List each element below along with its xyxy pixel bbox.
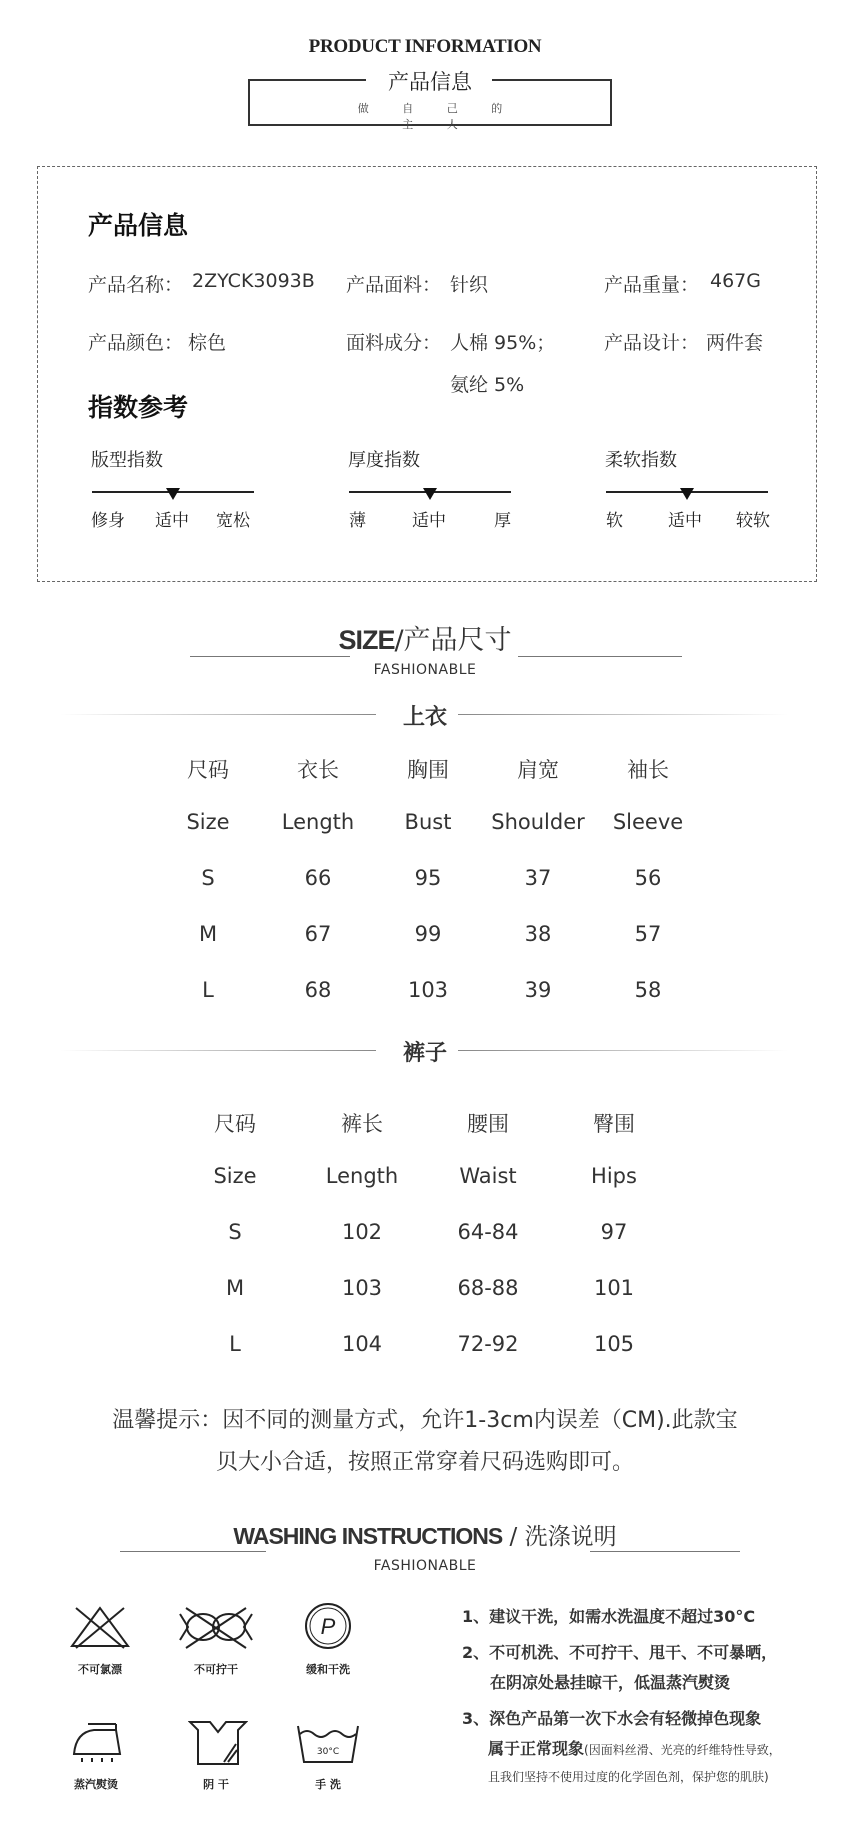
table-cell: 66 bbox=[304, 866, 332, 890]
table-cell: L bbox=[202, 978, 214, 1002]
thickness-index-label-low: 薄 bbox=[349, 511, 366, 531]
table-cell: 68-88 bbox=[457, 1276, 519, 1300]
size-tip-line2: 贝大小合适，按照正常穿着尺码选购即可。 bbox=[215, 1450, 634, 1475]
fit-index-label-mid: 适中 bbox=[155, 511, 189, 531]
pants-header-en: Waist bbox=[459, 1164, 517, 1188]
fit-index-title: 版型指数 bbox=[91, 450, 163, 471]
product-fabric-value: 针织 bbox=[450, 274, 489, 296]
table-cell: 64-84 bbox=[457, 1220, 519, 1244]
product-weight-label: 产品重量： bbox=[604, 274, 700, 296]
pants-header-en: Length bbox=[325, 1164, 399, 1188]
fit-index-label-low: 修身 bbox=[91, 511, 125, 531]
washing-instruction-1: 1、建议干洗，如需水洗温度不超过30°C bbox=[462, 1607, 756, 1626]
pants-header-en: Hips bbox=[591, 1164, 637, 1188]
steam-iron-label: 蒸汽熨烫 bbox=[74, 1778, 118, 1791]
top-header-en: Shoulder bbox=[491, 810, 585, 834]
top-header-cn: 尺码 bbox=[187, 758, 229, 782]
table-cell: 39 bbox=[524, 978, 552, 1002]
no-bleach-label: 不可氯漂 bbox=[78, 1663, 122, 1676]
top-header-en: Bust bbox=[404, 810, 452, 834]
top-header-cn: 衣长 bbox=[297, 758, 339, 782]
table-cell: 104 bbox=[341, 1332, 383, 1356]
product-color-value: 棕色 bbox=[188, 332, 227, 354]
table-cell: 95 bbox=[414, 866, 442, 890]
hand-wash-temp-glyph: 30°C bbox=[316, 1747, 340, 1757]
product-name-label: 产品名称： bbox=[88, 274, 184, 296]
washing-divider-left bbox=[120, 1551, 266, 1552]
header-divider-left bbox=[248, 79, 366, 81]
no-wring-label: 不可拧干 bbox=[194, 1663, 238, 1676]
thickness-index-title: 厚度指数 bbox=[348, 450, 420, 471]
table-cell: 58 bbox=[634, 978, 662, 1002]
washing-instruction-2: 2、不可机洗、不可拧干、甩干、不可暴晒， bbox=[462, 1643, 778, 1662]
product-fabric-label: 产品面料： bbox=[346, 274, 442, 296]
softness-index-label-mid: 适中 bbox=[668, 511, 702, 531]
top-header-en: Length bbox=[281, 810, 355, 834]
washing-instruction-2-cont: 在阴凉处悬挂晾干，低温蒸汽熨烫 bbox=[490, 1673, 731, 1692]
table-cell: 72-92 bbox=[457, 1332, 519, 1356]
size-tip-line1: 温馨提示：因不同的测量方式，允许1-3cm内误差（CM).此款宝 bbox=[112, 1408, 738, 1433]
table-cell: 97 bbox=[600, 1220, 628, 1244]
dry-clean-p-glyph: P bbox=[320, 1614, 336, 1639]
table-cell: 102 bbox=[341, 1220, 383, 1244]
pants-header-cn: 裤长 bbox=[341, 1112, 383, 1136]
product-info-heading: 产品信息 bbox=[88, 211, 189, 240]
header-slogan: 做 自 己 的 主 人 bbox=[357, 102, 518, 131]
size-section-subtitle: FASHIONABLE bbox=[373, 662, 477, 678]
washing-instruction-3-note: 且我们坚持不使用过度的化学固色剂，保护您的肌肤) bbox=[488, 1770, 769, 1784]
thickness-index-label-high: 厚 bbox=[494, 511, 511, 531]
table-cell: 57 bbox=[634, 922, 662, 946]
table-cell: 103 bbox=[407, 978, 449, 1002]
softness-index-title: 柔软指数 bbox=[605, 450, 677, 471]
softness-index-marker bbox=[680, 488, 694, 500]
table-cell: 105 bbox=[593, 1332, 635, 1356]
shade-dry-label: 阴 干 bbox=[203, 1778, 229, 1791]
top-header-en: Size bbox=[186, 810, 230, 834]
composition-value-line2: 氨纶 5% bbox=[450, 374, 525, 396]
fit-index-label-high: 宽松 bbox=[216, 511, 250, 531]
table-cell: 103 bbox=[341, 1276, 383, 1300]
size-title-divider-left bbox=[190, 656, 350, 657]
top-header-cn: 肩宽 bbox=[517, 758, 559, 782]
table-cell: S bbox=[228, 1220, 242, 1244]
table-cell: M bbox=[198, 922, 218, 946]
product-design-label: 产品设计： bbox=[604, 332, 700, 354]
thickness-index-marker bbox=[423, 488, 437, 500]
table-cell: 38 bbox=[524, 922, 552, 946]
size-title-divider-right bbox=[518, 656, 682, 657]
product-color-label: 产品颜色： bbox=[88, 332, 184, 354]
top-header-en: Sleeve bbox=[612, 810, 684, 834]
washing-instruction-3-cont: 属于正常现象(因面料丝滑、光亮的纤维特性导致， bbox=[488, 1739, 781, 1758]
table-cell: 99 bbox=[414, 922, 442, 946]
table-cell: S bbox=[201, 866, 215, 890]
softness-index-label-low: 软 bbox=[606, 511, 623, 531]
washing-section-title: WASHING INSTRUCTIONS / 洗涤说明 bbox=[233, 1523, 617, 1550]
softness-index-label-high: 较软 bbox=[736, 511, 770, 531]
header-title-en: PRODUCT INFORMATION bbox=[308, 36, 542, 57]
washing-instruction-3: 3、深色产品第一次下水会有轻微掉色现象 bbox=[462, 1709, 762, 1728]
size-section-title: SIZE/产品尺寸 bbox=[338, 625, 512, 656]
top-table-title: 上衣 bbox=[402, 705, 447, 730]
header-title-cn: 产品信息 bbox=[388, 70, 472, 94]
no-wring-icon bbox=[176, 1604, 256, 1650]
steam-iron-icon bbox=[68, 1720, 124, 1764]
pants-header-en: Size bbox=[213, 1164, 257, 1188]
pants-header-cn: 腰围 bbox=[467, 1112, 509, 1136]
shade-dry-icon bbox=[188, 1718, 248, 1766]
composition-value-line1: 人棉 95%； bbox=[450, 332, 556, 354]
no-bleach-icon bbox=[68, 1604, 132, 1650]
header-divider-right bbox=[492, 79, 612, 81]
index-reference-heading: 指数参考 bbox=[88, 393, 189, 422]
gentle-dry-clean-label: 缓和干洗 bbox=[306, 1663, 350, 1676]
top-header-cn: 袖长 bbox=[627, 758, 669, 782]
top-header-cn: 胸围 bbox=[407, 758, 449, 782]
table-cell: 101 bbox=[593, 1276, 635, 1300]
pants-header-cn: 尺码 bbox=[214, 1112, 256, 1136]
fit-index-marker bbox=[166, 488, 180, 500]
product-weight-value: 467G bbox=[710, 270, 761, 292]
composition-label: 面料成分： bbox=[346, 332, 442, 354]
product-design-value: 两件套 bbox=[706, 332, 764, 354]
pants-header-cn: 臀围 bbox=[593, 1112, 635, 1136]
washing-divider-right bbox=[590, 1551, 740, 1552]
table-cell: 56 bbox=[634, 866, 662, 890]
hand-wash-label: 手 洗 bbox=[315, 1778, 341, 1791]
table-cell: 68 bbox=[304, 978, 332, 1002]
product-name-value: 2ZYCK3093B bbox=[192, 270, 315, 292]
table-cell: 67 bbox=[304, 922, 332, 946]
washing-subtitle: FASHIONABLE bbox=[373, 1558, 477, 1574]
thickness-index-label-mid: 适中 bbox=[412, 511, 446, 531]
table-cell: 37 bbox=[524, 866, 552, 890]
table-cell: M bbox=[225, 1276, 245, 1300]
gentle-dry-clean-icon bbox=[304, 1602, 352, 1650]
pants-table-title: 裤子 bbox=[402, 1041, 447, 1066]
hand-wash-icon bbox=[296, 1722, 360, 1764]
table-cell: L bbox=[229, 1332, 241, 1356]
